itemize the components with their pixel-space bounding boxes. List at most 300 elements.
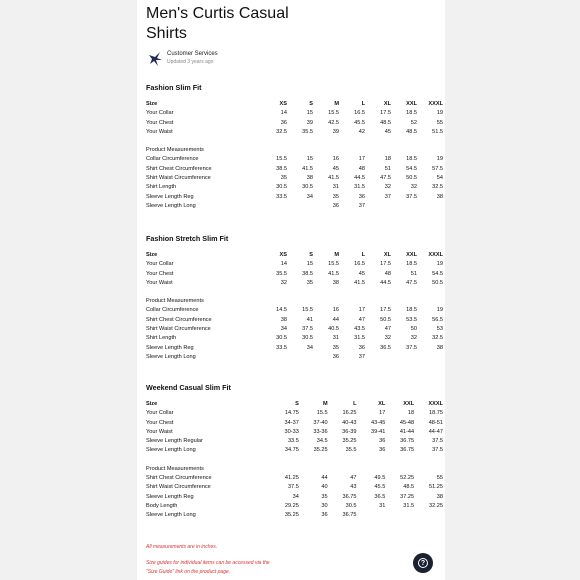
measure-cell: 51 <box>410 270 417 277</box>
product-measurements-row <box>146 146 443 155</box>
measure-cell: 36 <box>332 353 339 360</box>
measure-cell: 18 <box>384 156 391 163</box>
measure-cell: 52.25 <box>400 475 415 482</box>
measure-cell: 41-44 <box>399 428 415 435</box>
table-row <box>146 202 443 211</box>
measure-cell <box>391 202 417 211</box>
size-header-cell: XXXL <box>428 101 443 107</box>
measure-cell: 31.5 <box>354 335 365 342</box>
measure-cell: 44 <box>332 316 339 323</box>
measure-cell: 48.5 <box>403 484 415 491</box>
measure-cell: 15.5 <box>328 110 339 117</box>
measure-cell: 34-37 <box>284 419 299 426</box>
measure-cell: 48.5 <box>406 128 417 135</box>
measure-cell: 17 <box>379 410 386 417</box>
measure-cell: 36 <box>332 202 339 209</box>
measure-cell: 34 <box>280 326 287 333</box>
measure-cell: 35.25 <box>313 447 328 454</box>
measure-cell: 45-48 <box>399 419 415 426</box>
product-measurements-label: Product Measurements <box>146 147 204 154</box>
measure-cell: 45 <box>384 128 391 135</box>
measure-cell: 18 <box>407 410 415 417</box>
product-measurements-row <box>146 465 443 474</box>
measure-cell <box>356 456 385 465</box>
measure-cell: 40-43 <box>342 419 357 426</box>
table-row <box>146 344 443 353</box>
size-table <box>146 400 443 521</box>
measure-cell: 34.5 <box>316 438 328 445</box>
row-label: Shirt Chest Circumference <box>146 475 212 482</box>
measure-cell: 54 <box>436 175 443 182</box>
measure-cell <box>261 137 287 146</box>
row-label: Your Collar <box>146 110 174 117</box>
measure-cell: 41.25 <box>284 475 299 482</box>
measure-cell <box>365 202 391 211</box>
measure-cell <box>299 456 328 465</box>
measure-cell <box>313 137 339 146</box>
row-label: Your Chest <box>146 270 174 277</box>
measure-cell: 17.5 <box>380 307 391 314</box>
measure-cell <box>287 137 313 146</box>
measure-cell: 17 <box>358 156 365 163</box>
measure-cell: 39-41 <box>371 428 386 435</box>
measure-cell <box>417 288 443 297</box>
table-row <box>146 419 443 428</box>
measure-cell: 38 <box>436 344 443 351</box>
measure-cell <box>287 202 313 211</box>
table-row <box>146 474 443 483</box>
size-header-row <box>146 100 443 109</box>
measure-cell: 37 <box>358 202 365 209</box>
table-row <box>146 183 443 192</box>
measure-cell: 36.5 <box>374 493 386 500</box>
measure-cell: 38.5 <box>276 165 287 172</box>
measure-cell: 49.5 <box>374 475 386 482</box>
row-label: Your Collar <box>146 261 174 268</box>
measure-cell: 43 <box>350 484 357 491</box>
measure-cell: 14 <box>280 261 287 268</box>
measure-cell: 35 <box>332 344 339 351</box>
size-header-label: Size <box>146 101 158 107</box>
row-label: Your Chest <box>146 119 174 126</box>
measure-cell: 36 <box>358 344 365 351</box>
measure-cell: 51 <box>384 165 391 172</box>
size-section <box>146 234 443 362</box>
brand-logo-icon <box>147 51 163 67</box>
measure-cell <box>385 511 414 520</box>
size-header-cell: S <box>295 401 299 407</box>
measure-cell: 15.5 <box>302 307 313 314</box>
measure-cell <box>385 456 414 465</box>
section-title: Fashion Slim Fit <box>146 83 202 92</box>
measure-cell: 16.5 <box>354 261 365 268</box>
measure-cell: 39 <box>306 119 313 126</box>
measure-cell: 30.5 <box>276 335 287 342</box>
size-header-cell: XL <box>378 401 386 407</box>
table-row <box>146 437 443 446</box>
measure-cell <box>287 353 313 362</box>
measure-cell: 50.5 <box>406 175 417 182</box>
measure-cell <box>261 202 287 211</box>
row-label: Your Waist <box>146 128 173 135</box>
measure-cell: 55 <box>436 119 443 126</box>
measure-cell: 32 <box>384 184 391 191</box>
row-label: Shirt Waist Circumference <box>146 484 211 491</box>
measure-cell: 44.5 <box>354 175 365 182</box>
row-label: Your Chest <box>146 419 174 426</box>
measure-cell: 18.5 <box>406 261 417 268</box>
size-header-label: Size <box>146 252 158 258</box>
measure-cell: 15 <box>306 156 313 163</box>
row-label: Shirt Length <box>146 335 177 342</box>
measure-cell: 34 <box>306 344 313 351</box>
measure-cell: 15 <box>306 261 313 268</box>
measure-cell: 18.5 <box>406 307 417 314</box>
author-block <box>146 51 445 79</box>
measure-cell <box>328 456 357 465</box>
size-header-cell: XL <box>383 252 391 258</box>
measure-cell: 35 <box>280 175 287 182</box>
measure-cell <box>414 511 443 520</box>
measure-cell <box>417 202 443 211</box>
size-header-cell: XXL <box>406 101 417 107</box>
measure-cell: 17.5 <box>380 110 391 117</box>
measure-cell: 15.5 <box>316 410 328 417</box>
row-label <box>146 456 270 465</box>
row-label: Sleeve Length Long <box>146 447 196 454</box>
measure-cell: 32.5 <box>276 128 287 135</box>
measure-cell: 36 <box>321 512 328 519</box>
row-label: Collar Circumference <box>146 307 199 314</box>
note-inches: All measurements are in inches. <box>146 544 218 550</box>
measure-cell: 37-40 <box>313 419 328 426</box>
measure-cell: 33.5 <box>276 344 287 351</box>
measure-cell: 40 <box>321 484 328 491</box>
measure-cell: 44.5 <box>380 279 391 286</box>
table-row <box>146 353 443 362</box>
row-label: Sleeve Length Long <box>146 353 196 360</box>
measure-cell: 47 <box>384 326 391 333</box>
measure-cell: 37.5 <box>432 438 443 445</box>
measure-cell: 37 <box>358 353 365 360</box>
measure-cell: 45 <box>332 165 339 172</box>
size-header-cell: XL <box>383 101 391 107</box>
measure-cell <box>391 288 417 297</box>
measure-cell: 31.5 <box>403 502 415 509</box>
measure-cell: 39 <box>332 128 339 135</box>
measure-cell <box>287 288 313 297</box>
measure-cell: 38 <box>280 316 287 323</box>
measure-cell: 32.5 <box>432 335 443 342</box>
measure-cell: 38 <box>436 493 443 500</box>
table-row <box>146 270 443 279</box>
row-label: Shirt Chest Circumference <box>146 316 212 323</box>
measure-cell: 17 <box>358 307 365 314</box>
size-header-cell: XXL <box>403 401 415 407</box>
measure-cell: 36-39 <box>342 428 357 435</box>
measure-cell <box>356 511 385 520</box>
row-label: Sleeve Length Regular <box>146 438 203 445</box>
measure-cell: 19 <box>436 110 443 117</box>
measure-cell: 36 <box>379 447 386 454</box>
measure-cell: 31 <box>332 335 339 342</box>
measure-cell: 50 <box>410 326 417 333</box>
table-row <box>146 128 443 137</box>
table-row <box>146 502 443 511</box>
measure-cell: 41.5 <box>328 175 339 182</box>
measure-cell: 51.5 <box>432 128 443 135</box>
row-label <box>146 137 261 146</box>
measure-cell: 36.75 <box>342 493 357 500</box>
measure-cell: 18.5 <box>406 110 417 117</box>
table-row <box>146 409 443 418</box>
size-header-cell: L <box>361 101 365 107</box>
measure-cell <box>391 137 417 146</box>
row-label: Sleeve Length Reg <box>146 193 194 200</box>
measure-cell: 36.75 <box>342 512 357 519</box>
note-size-guide-2: "Size Guide" link on the product page. <box>146 569 231 575</box>
size-header-cell: S <box>309 101 313 107</box>
table-row <box>146 306 443 315</box>
measure-cell: 32.5 <box>432 184 443 191</box>
measure-cell: 47 <box>350 475 357 482</box>
table-row <box>146 155 443 164</box>
measure-cell: 34 <box>306 193 313 200</box>
measure-cell: 31 <box>379 502 386 509</box>
measure-cell: 48-51 <box>428 419 443 426</box>
section-title: Weekend Casual Slim Fit <box>146 383 231 392</box>
table-row <box>146 174 443 183</box>
row-label: Your Collar <box>146 410 174 417</box>
measure-cell <box>391 353 417 362</box>
measure-cell: 41 <box>306 316 313 323</box>
size-header-cell: XXXL <box>428 401 443 407</box>
size-header-cell: XXXL <box>428 252 443 258</box>
row-label: Sleeve Length Long <box>146 512 196 519</box>
size-header-cell: M <box>322 401 328 407</box>
product-measurements-label: Product Measurements <box>146 465 204 472</box>
measure-cell <box>339 137 365 146</box>
product-measurements-row <box>146 297 443 306</box>
measure-cell <box>365 353 391 362</box>
measure-cell: 14 <box>280 110 287 117</box>
row-label: Your Waist <box>146 428 173 435</box>
table-row <box>146 165 443 174</box>
table-row <box>146 483 443 492</box>
measure-cell: 33.5 <box>287 438 299 445</box>
measure-cell <box>417 137 443 146</box>
size-header-row <box>146 251 443 260</box>
measure-cell <box>261 288 287 297</box>
table-row <box>146 260 443 269</box>
help-button[interactable] <box>413 553 433 573</box>
measure-cell: 41.5 <box>328 270 339 277</box>
updated-time: Updated 3 years ago <box>167 59 214 65</box>
measure-cell: 31 <box>332 184 339 191</box>
measure-cell: 45.5 <box>374 484 386 491</box>
table-row <box>146 193 443 202</box>
note-size-guide-1: Size guides for individual items can be accessed via the <box>146 560 270 566</box>
measure-cell: 50.5 <box>380 316 391 323</box>
measure-cell: 45.5 <box>354 119 365 126</box>
row-label: Sleeve Length Long <box>146 202 196 209</box>
measure-cell: 37.5 <box>302 326 313 333</box>
measure-cell <box>261 353 287 362</box>
measure-cell: 14.75 <box>284 410 299 417</box>
measure-cell: 43.5 <box>354 326 365 333</box>
measure-cell: 41.5 <box>302 165 313 172</box>
measure-cell: 17.5 <box>380 261 391 268</box>
measure-cell: 35.25 <box>342 438 357 445</box>
measure-cell: 30.5 <box>302 335 313 342</box>
measure-cell: 37.5 <box>287 484 299 491</box>
measure-cell: 18.75 <box>429 410 443 417</box>
measure-cell: 37 <box>384 193 391 200</box>
measure-cell <box>313 288 339 297</box>
measure-cell: 41.5 <box>354 279 365 286</box>
article-page <box>137 0 445 580</box>
table-row <box>146 334 443 343</box>
row-label: Collar Circumference <box>146 156 199 163</box>
table-row <box>146 109 443 118</box>
measure-cell: 32 <box>410 184 417 191</box>
question-icon <box>418 558 428 568</box>
measure-cell: 15 <box>306 110 313 117</box>
measure-cell: 36.75 <box>400 438 415 445</box>
measure-cell: 15.5 <box>328 261 339 268</box>
size-section <box>146 83 443 211</box>
measure-cell: 53 <box>436 326 443 333</box>
measure-cell: 15.5 <box>276 156 287 163</box>
measure-cell <box>339 288 365 297</box>
row-label: Your Waist <box>146 279 173 286</box>
measure-cell: 51.25 <box>429 484 443 491</box>
measure-cell: 35.5 <box>276 270 287 277</box>
measure-cell: 47.5 <box>380 175 391 182</box>
row-label: Shirt Length <box>146 184 177 191</box>
measure-cell: 16.5 <box>354 110 365 117</box>
measure-cell: 16 <box>332 156 339 163</box>
size-header-cell: M <box>334 101 339 107</box>
size-header-cell: S <box>309 252 313 258</box>
measure-cell: 56.5 <box>432 316 443 323</box>
measure-cell: 50.5 <box>432 279 443 286</box>
size-header-cell: XXL <box>406 252 417 258</box>
measure-cell: 32 <box>280 279 287 286</box>
measure-cell: 16.25 <box>342 410 357 417</box>
measure-cell: 30 <box>321 502 328 509</box>
measure-cell: 30.5 <box>345 502 357 509</box>
measure-cell <box>270 456 299 465</box>
measure-cell: 37.5 <box>406 193 417 200</box>
table-row <box>146 446 443 455</box>
table-row <box>146 279 443 288</box>
size-table <box>146 100 443 211</box>
measure-cell: 30.5 <box>276 184 287 191</box>
measure-cell: 19 <box>436 156 443 163</box>
measure-cell: 19 <box>436 261 443 268</box>
table-row <box>146 493 443 502</box>
measure-cell: 33-36 <box>313 428 328 435</box>
measure-cell: 42 <box>358 128 365 135</box>
measure-cell: 38 <box>436 193 443 200</box>
measure-cell: 47 <box>358 316 365 323</box>
measure-cell: 19 <box>436 307 443 314</box>
measure-cell: 32 <box>384 335 391 342</box>
row-label: Shirt Waist Circumference <box>146 175 211 182</box>
size-header-label: Size <box>146 401 158 407</box>
row-label: Sleeve Length Reg <box>146 493 194 500</box>
row-label: Body Length <box>146 502 178 509</box>
measure-cell: 44 <box>321 475 328 482</box>
measure-cell: 14.5 <box>276 307 287 314</box>
size-header-cell: XS <box>279 101 287 107</box>
measure-cell: 36 <box>358 193 365 200</box>
measure-cell: 31.5 <box>354 184 365 191</box>
measure-cell <box>365 288 391 297</box>
table-row <box>146 316 443 325</box>
measure-cell: 36.75 <box>400 447 415 454</box>
measure-cell: 45 <box>358 270 365 277</box>
measure-cell: 33.5 <box>276 193 287 200</box>
spacer-row <box>146 137 443 146</box>
measure-cell: 32.25 <box>429 502 443 509</box>
measure-cell <box>365 137 391 146</box>
measure-cell: 18.5 <box>406 156 417 163</box>
measure-cell: 38 <box>332 279 339 286</box>
size-header-cell: L <box>361 252 365 258</box>
measure-cell: 37.5 <box>432 447 443 454</box>
author-name[interactable]: Customer Services <box>167 51 218 57</box>
measure-cell: 53.5 <box>406 316 417 323</box>
measure-cell: 43-45 <box>371 419 386 426</box>
measure-cell: 48 <box>358 165 365 172</box>
measure-cell: 52 <box>410 119 417 126</box>
measure-cell: 35.5 <box>302 128 313 135</box>
table-row <box>146 428 443 437</box>
measure-cell: 38.5 <box>302 270 313 277</box>
measure-cell: 34.75 <box>284 447 299 454</box>
measure-cell: 40.5 <box>328 326 339 333</box>
row-label: Sleeve Length Reg <box>146 344 194 351</box>
measure-cell: 35 <box>332 193 339 200</box>
measure-cell: 37.5 <box>406 344 417 351</box>
size-table <box>146 251 443 362</box>
measure-cell: 35.5 <box>345 447 357 454</box>
measure-cell: 47.5 <box>406 279 417 286</box>
measure-cell: 42.5 <box>328 119 339 126</box>
measure-cell: 54.5 <box>432 270 443 277</box>
measure-cell: 37.25 <box>400 493 415 500</box>
product-measurements-label: Product Measurements <box>146 298 204 305</box>
size-header-cell: M <box>334 252 339 258</box>
measure-cell: 36 <box>379 438 386 445</box>
table-row <box>146 119 443 128</box>
size-header-row <box>146 400 443 409</box>
measure-cell: 38 <box>306 175 313 182</box>
measure-cell: 29.25 <box>284 502 299 509</box>
measure-cell: 32 <box>410 335 417 342</box>
size-section <box>146 383 443 521</box>
article-title: Men's Curtis Casual Shirts <box>146 5 289 42</box>
measure-cell: 57.5 <box>432 165 443 172</box>
measure-cell: 30.5 <box>302 184 313 191</box>
measure-cell: 16 <box>332 307 339 314</box>
measure-cell: 48 <box>384 270 391 277</box>
section-title: Fashion Stretch Slim Fit <box>146 234 229 243</box>
spacer-row <box>146 456 443 465</box>
measure-cell: 34 <box>292 493 299 500</box>
